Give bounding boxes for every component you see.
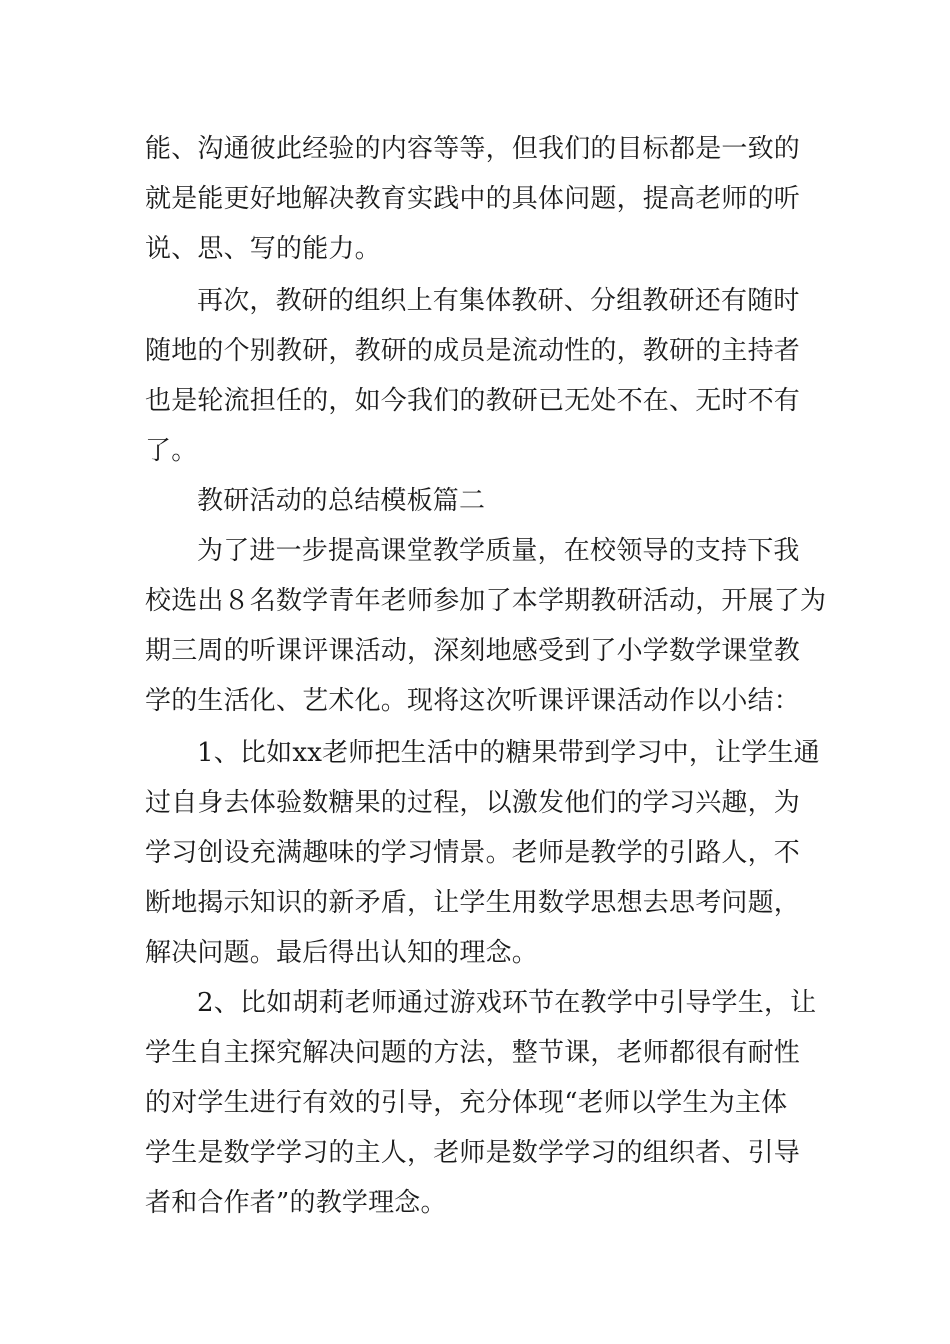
text-line: 能、沟通彼此经验的内容等等，但我们的目标都是一致的 [145,134,801,164]
text-line: 校选出８名数学青年老师参加了本学期教研活动，开展了为 [145,586,827,616]
text-line: 1、比如xx老师把生活中的糖果带到学习中，让学生通 [197,738,820,768]
text-line: 也是轮流担任的，如今我们的教研已无处不在、无时不有 [145,386,801,416]
text-line: 说、思、写的能力。 [145,234,381,264]
section-heading: 教研活动的总结模板篇二 [197,486,486,516]
text-line: 再次，教研的组织上有集体教研、分组教研还有随时 [197,286,800,316]
text-line: 就是能更好地解决教育实践中的具体问题，提高老师的听 [145,184,801,214]
text-line: 断地揭示知识的新矛盾，让学生用数学思想去思考问题， [145,888,801,918]
text-line: 随地的个别教研，教研的成员是流动性的，教研的主持者 [145,336,801,366]
text-line: 的对学生进行有效的引导，充分体现“老师以学生为主体 [145,1088,788,1118]
text-line: 学生自主探究解决问题的方法，整节课，老师都很有耐性 [145,1038,801,1068]
text-line: 学生是数学学习的主人，老师是数学学习的组织者、引导 [145,1138,801,1168]
text-line: 者和合作者”的教学理念。 [145,1188,447,1218]
text-line: 了。 [145,436,198,466]
text-line: 2、比如胡莉老师通过游戏环节在教学中引导学生，让 [197,988,817,1018]
text-line: 过自身去体验数糖果的过程，以激发他们的学习兴趣，为 [145,788,801,818]
text-line: 为了进一步提高课堂教学质量，在校领导的支持下我 [197,536,800,566]
text-line: 期三周的听课评课活动，深刻地感受到了小学数学课堂教 [145,636,801,666]
text-line: 学的生活化、艺术化。现将这次听课评课活动作以小结： [145,686,801,716]
text-line: 学习创设充满趣味的学习情景。老师是教学的引路人，不 [145,838,801,868]
text-line: 解决问题。最后得出认知的理念。 [145,938,539,968]
